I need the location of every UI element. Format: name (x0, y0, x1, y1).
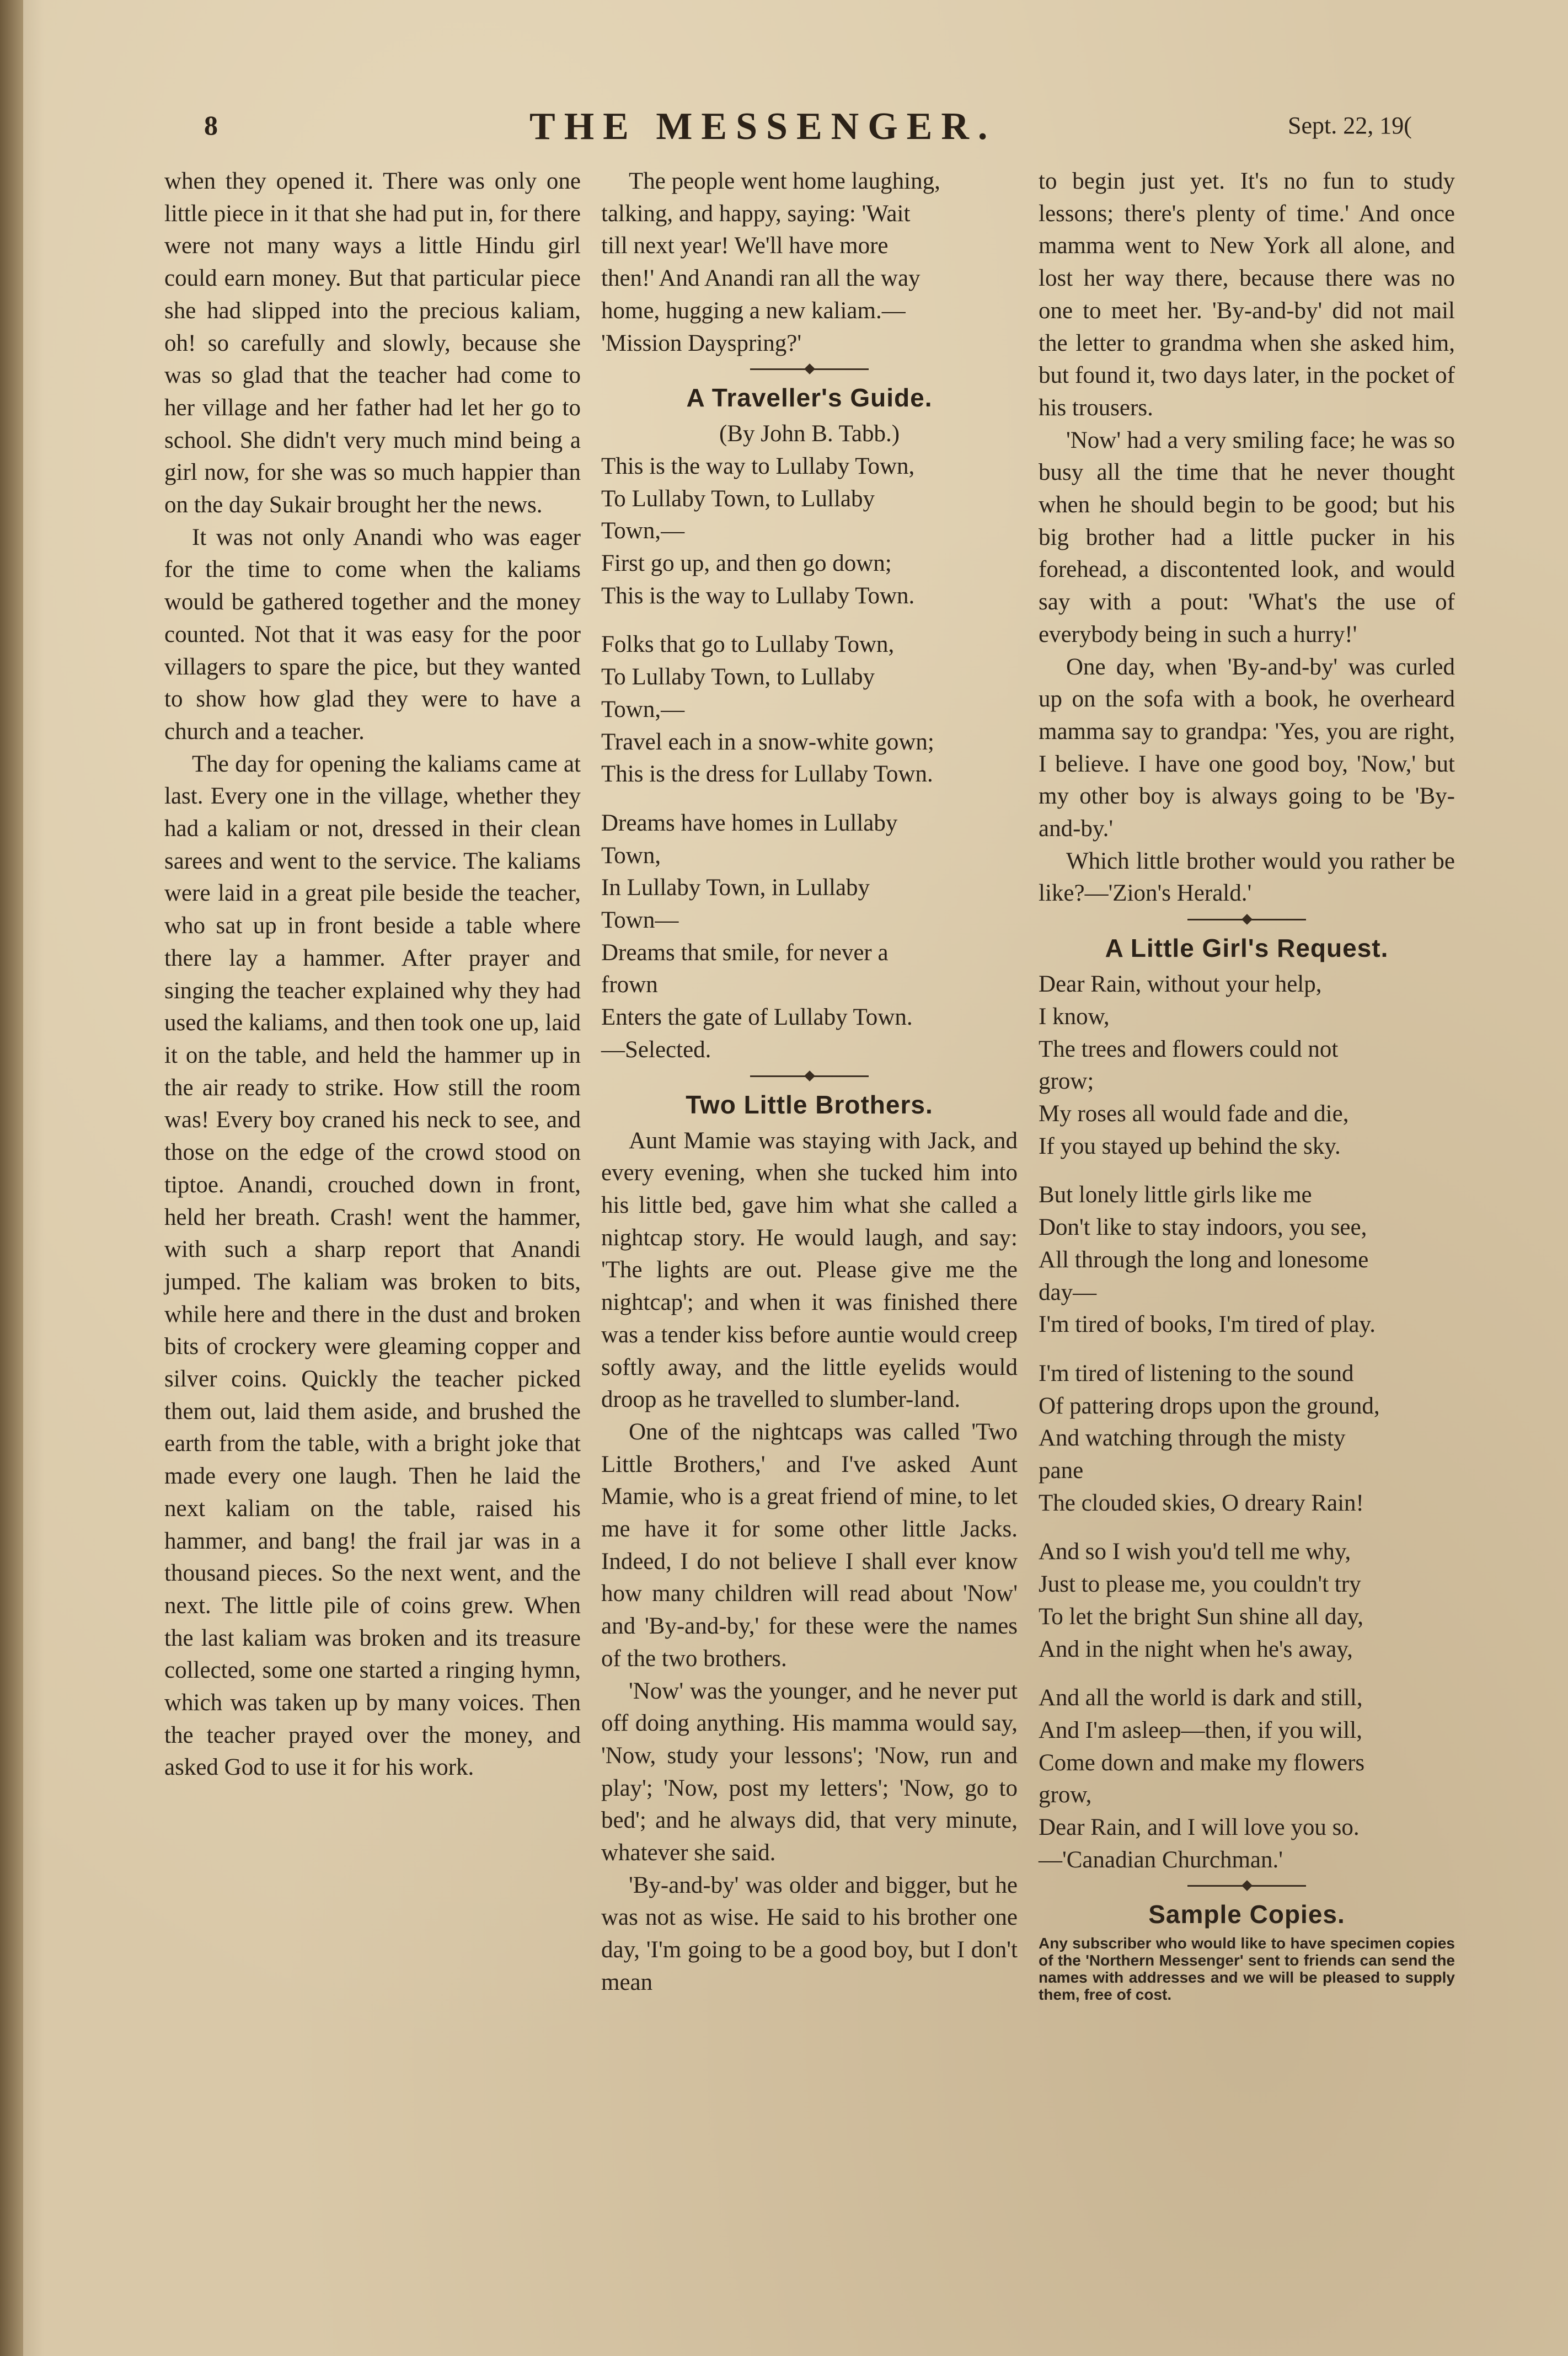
verse-line: But lonely little girls like me (1039, 1182, 1312, 1208)
section-divider (601, 1067, 1018, 1084)
verse-line: This is the way to Lullaby Town. (601, 582, 915, 609)
story-continuation (1039, 165, 1455, 910)
poem-source: —Selected. (601, 1036, 711, 1063)
story-paragraph: One day, when 'By-and-by' was curled up on the sofa with a book, he overheard mamma say to grandpa: 'Yes, you are right, I believe. I have one good boy, 'Now,' but my other boy is always going to be 'By-and-by.' (1039, 654, 1455, 842)
story-body (601, 1125, 1018, 1999)
story-paragraph: Aunt Mamie was staying with Jack, and every evening, when she tucked him into his little bed, gave him what she called a nightcap story. He would laugh, and say: 'The lights are out. Please give me the nightcap'; and when it was finished there was a tender kiss before auntie would creep softly away, and the little eyelids would droop as he travelled to slumber-land. (601, 1127, 1018, 1413)
poem-stanza (601, 451, 1018, 613)
text-line: home, hugging a new kaliam.— (601, 297, 906, 324)
story-title: Two Little Brothers. (686, 1090, 933, 1119)
verse-line: To Lullaby Town, to Lullaby (601, 664, 875, 690)
text-line: talking, and happy, saying: 'Wait (601, 200, 911, 227)
verse-line: Town, (601, 842, 661, 869)
poem-stanza (1039, 1682, 1455, 1876)
poem-stanza (1039, 1358, 1455, 1520)
page-header (0, 105, 1568, 148)
notice-text: Any subscriber who would like to have specimen copies of the 'Northern Messenger' sent to friends can send the names with addresses and we will be pleased to supply them, free of cost. (1039, 1935, 1455, 2004)
verse-line: Enters the gate of Lullaby Town. (601, 1004, 913, 1031)
story-paragraph: One of the nightcaps was called 'Two Little Brothers,' and I've asked Aunt Mamie, who is a great friend of mine, to let me have it for some other little Jacks. Indeed, I do not believe I shall ever know how many children will read about 'Now' and 'By-and-by,' for these were the names of the two brothers. (601, 1418, 1018, 1672)
text-line: 'Mission Dayspring?' (601, 330, 802, 356)
section-divider (601, 360, 1018, 377)
verse-line: If you stayed up behind the sky. (1039, 1133, 1341, 1159)
verse-line: Travel each in a snow-white gown; (601, 729, 934, 755)
verse-line: Dear Rain, and I will love you so. (1039, 1814, 1360, 1841)
verse-line: The clouded skies, O dreary Rain! (1039, 1490, 1364, 1516)
poem-stanza (1039, 1179, 1455, 1341)
column-1 (164, 165, 581, 1784)
poem-stanza (1039, 968, 1455, 1163)
story-paragraph: 'Now' was the younger, and he never put off doing anything. His mamma would say, 'Now, study your lessons'; 'Now, run and play'; 'Now, post my letters'; 'Now, go to bed'; and he always did, that very minute, whatever she said. (601, 1678, 1018, 1866)
verse-line: I'm tired of books, I'm tired of play. (1039, 1311, 1376, 1338)
verse-line: And all the world is dark and still, (1039, 1685, 1363, 1711)
section-divider (1039, 1876, 1455, 1894)
verse-line: And so I wish you'd tell me why, (1039, 1539, 1351, 1565)
verse-line: This is the dress for Lullaby Town. (601, 761, 933, 788)
poem-stanza (601, 629, 1018, 791)
verse-line: grow, (1039, 1782, 1092, 1808)
verse-line: Dear Rain, without your help, (1039, 971, 1322, 998)
verse-line: I'm tired of listening to the sound (1039, 1360, 1354, 1386)
poem-title: A Traveller's Guide. (686, 383, 933, 413)
verse-line: Dreams have homes in Lullaby (601, 810, 898, 836)
verse-line: Don't like to stay indoors, you see, (1039, 1214, 1367, 1241)
story-paragraph: It was not only Anandi who was eager for the time to come when the kaliams would be gathered together and the money counted. Not that it was easy for the poor villagers to spare the pice, but they wanted to show how glad they were to have a church and a teacher. (164, 524, 581, 745)
verse-line: First go up, and then go down; (601, 550, 892, 577)
verse-line: frown (601, 972, 658, 998)
verse-line: And watching through the misty (1039, 1425, 1346, 1452)
story-ending (601, 165, 1018, 360)
column-3 (1039, 165, 1455, 2003)
text-line: till next year! We'll have more (601, 233, 889, 259)
verse-line: And I'm asleep—then, if you will, (1039, 1717, 1362, 1743)
text-line: then!' And Anandi ran all the way (601, 265, 921, 292)
verse-line: Of pattering drops upon the ground, (1039, 1393, 1380, 1419)
verse-line: This is the way to Lullaby Town, (601, 453, 915, 479)
story-paragraph: 'By-and-by' was older and bigger, but he was not as wise. He said to his brother one day, 'I'm going to be a good boy, but I don't mean (601, 1872, 1018, 1995)
poem-stanza (1039, 1536, 1455, 1666)
verse-line: To let the bright Sun shine all day, (1039, 1603, 1363, 1630)
verse-line: The trees and flowers could not (1039, 1036, 1339, 1062)
poem-body (601, 451, 1018, 1067)
verse-line: Come down and make my flowers (1039, 1749, 1365, 1776)
story-paragraph: when they opened it. There was only one little piece in it that she had put in, for there were not many ways a little Hindu girl could earn money. But that particular piece she had slipped into the precious kaliam, oh! so carefully and slowly, because she was so glad that the teacher had come to her village and her father had let her go to school. She didn't very much mind being a girl now, for she was so much happier than on the day Sukair brought her the news. (164, 168, 581, 518)
story-paragraph: The day for opening the kaliams came at last. Every one in the village, whether they had a kaliam or not, dressed in their clean sarees and went to the service. The kaliams were laid in a great pile beside the teacher, who sat up in front beside a table where there lay a hammer. After prayer and singing the teacher explained why they had used the kaliams, and then took one up, laid it on the table, and held the hammer up in the air ready to strike. How still the room was! Every boy craned his neck to see, and those on the edge of the crowd stood on tiptoe. Anandi, crouched down in front, held her breath. Crash! went the hammer, with such a sharp report that Anandi jumped. The kaliam was broken to bits, while here and there in the dust and broken bits of crockery were gleaming copper and silver coins. Quickly the teacher picked them out, laid them aside, and brushed the earth from the table, with a bright joke that made every one laugh. Then he laid the next kaliam on the table, raised his hammer, and bang! the frail jar was in a thousand pieces. So the next went, and the next. The little pile of coins grew. When the last kaliam was broken and its treasure collected, some one started a ringing hymn, which was taken up by many voices. Then the teacher prayed over the money, and asked God to use it for his work. (164, 751, 581, 1781)
poem-stanza (601, 807, 1018, 1067)
page-number: 8 (204, 110, 218, 141)
verse-line: Folks that go to Lullaby Town, (601, 631, 895, 658)
verse-line: I know, (1039, 1003, 1110, 1030)
masthead-title: THE MESSENGER. (529, 105, 997, 148)
verse-line: In Lullaby Town, in Lullaby (601, 875, 870, 901)
verse-line: pane (1039, 1458, 1084, 1484)
story-paragraph: 'Now' had a very smiling face; he was so busy all the time that he never thought when he should begin to be good; but his big brother had a little pucker in his forehead, a discontented look, and would say with a pout: 'What's the use of everybody being in such a hurry!' (1039, 427, 1455, 647)
verse-line: To Lullaby Town, to Lullaby (601, 485, 875, 512)
poem-source: —'Canadian Churchman.' (1039, 1846, 1283, 1873)
verse-line: Town,— (601, 518, 685, 544)
poem-title: A Little Girl's Request. (1105, 934, 1389, 963)
story-paragraph: Which little brother would you rather be like?—'Zion's Herald.' (1039, 848, 1455, 907)
issue-date: Sept. 22, 19( (1288, 112, 1412, 139)
verse-line: Dreams that smile, for never a (601, 939, 889, 966)
verse-line: My roses all would fade and die, (1039, 1100, 1349, 1127)
page-binding-edge (0, 0, 23, 2356)
verse-line: Town,— (601, 696, 685, 722)
column-2 (601, 165, 1018, 1999)
poem-body (1039, 968, 1455, 1876)
section-divider (1039, 910, 1455, 928)
verse-line: And in the night when he's away, (1039, 1636, 1353, 1662)
verse-line: Just to please me, you couldn't try (1039, 1571, 1361, 1598)
poem-byline: (By John B. Tabb.) (719, 421, 900, 447)
text-line: The people went home laughing, (629, 168, 940, 194)
verse-line: day— (1039, 1279, 1097, 1305)
notice-title: Sample Copies. (1148, 1900, 1345, 1929)
verse-line: All through the long and lonesome (1039, 1246, 1369, 1273)
story-paragraph: to begin just yet. It's no fun to study lessons; there's plenty of time.' And once mamma went to New York all alone, and lost her way there, because there was no one to meet her. 'By-and-by' did not mail the letter to grandma when she asked him, but found it, two days later, in the pocket of his trousers. (1039, 168, 1455, 421)
verse-line: Town— (601, 907, 679, 934)
verse-line: grow; (1039, 1068, 1094, 1095)
